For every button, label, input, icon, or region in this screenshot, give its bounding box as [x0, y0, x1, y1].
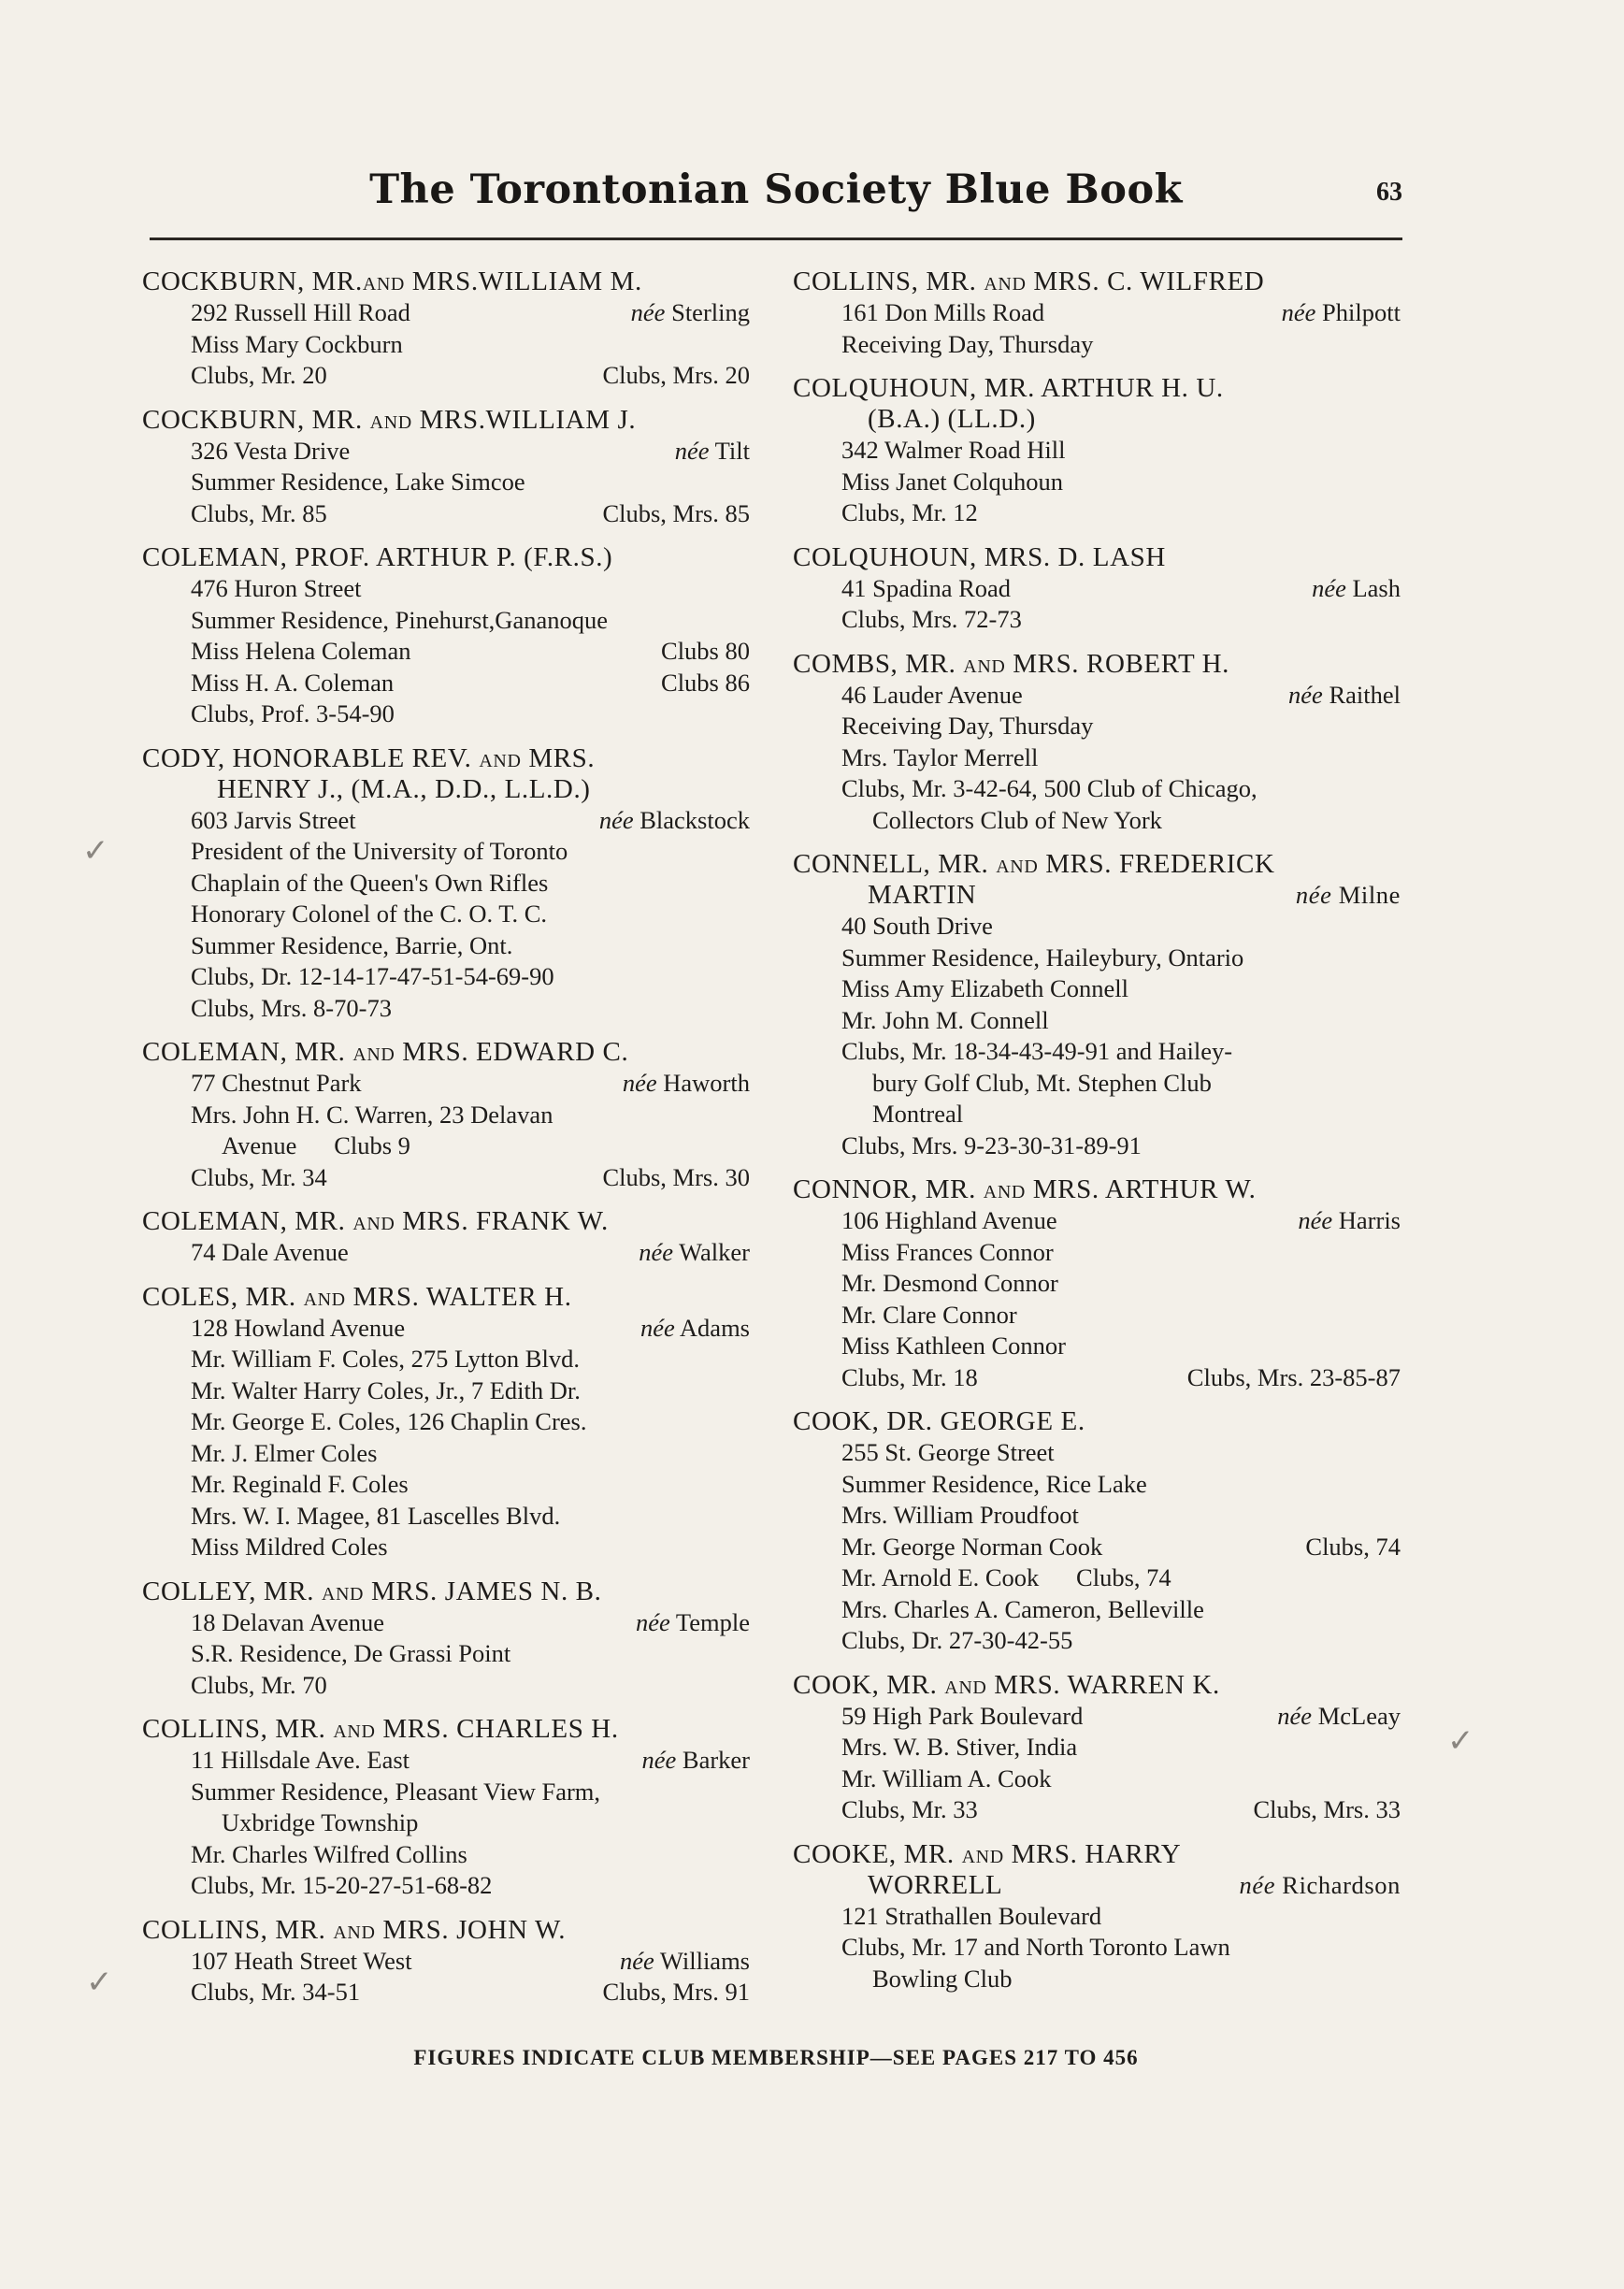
entry-line-right: Clubs, Mrs. 30: [602, 1162, 750, 1191]
nee-label: née: [598, 805, 634, 834]
nee-label: née: [640, 1313, 675, 1342]
entry-name-text: WORRELL: [868, 1869, 1003, 1900]
entry-name-line: COLQUHOUN, MRS. D. LASH: [793, 541, 1166, 572]
entry-line: [142, 573, 750, 605]
entry-line-text: Mrs. Taylor Merrell: [841, 742, 1039, 771]
directory-entry: [793, 1174, 1401, 1393]
entry-line-text: bury Golf Club, Mt. Stephen Club: [872, 1068, 1212, 1097]
entry-line-text: 77 Chestnut Park: [191, 1069, 362, 1097]
entry-line: [142, 836, 750, 868]
entry-line-text: Receiving Day, Thursday: [841, 329, 1094, 358]
entry-line: [793, 711, 1401, 742]
entry-name-line: COMBS, MR. and MRS. ROBERT H.: [793, 648, 1229, 679]
entry-line: [142, 1313, 750, 1345]
maiden-name-value: McLeay: [1317, 1701, 1401, 1730]
entry-line: [142, 1977, 750, 2008]
directory-entry: [142, 1576, 750, 1702]
entry-name-line: COLLINS, MR. and MRS. C. WILFRED: [793, 266, 1265, 296]
directory-entry: [142, 1714, 750, 1902]
maiden-name: [640, 1313, 750, 1345]
entry-line: [142, 1777, 750, 1808]
maiden-name: [639, 1237, 750, 1269]
entry-line: [142, 329, 750, 361]
entry-line: [142, 1607, 750, 1639]
nee-label: née: [619, 1946, 654, 1975]
header-rule: [150, 238, 1402, 240]
entry-line: [142, 1638, 750, 1670]
entry-name-line: COLEMAN, MR. and MRS. FRANK W.: [142, 1206, 609, 1236]
entry-line: [793, 1205, 1401, 1237]
entry-line-text: Honorary Colonel of the C. O. T. C.: [191, 900, 548, 928]
entry-line-text: 326 Vesta Drive: [191, 436, 351, 465]
maiden-name-value: Harris: [1338, 1206, 1401, 1234]
entry-name-line: CODY, HONORABLE REV. and MRS.: [142, 742, 596, 773]
maiden-name-value: Lash: [1352, 573, 1401, 602]
page-number: 63: [1376, 178, 1402, 207]
directory-entry: [793, 373, 1401, 529]
entry-line-text: Montreal: [872, 1100, 964, 1128]
maiden-name: [641, 1745, 750, 1777]
entry-line-text: Miss Janet Colquhoun: [841, 467, 1064, 496]
entry-line-right: Clubs, Mrs. 91: [602, 1978, 750, 2006]
entry-line: [793, 1469, 1401, 1501]
directory-entry: [142, 405, 750, 530]
entry-line-text: 40 South Drive: [841, 912, 993, 940]
maiden-name-value: Adams: [679, 1313, 750, 1342]
entry-line-text: 106 Highland Avenue: [841, 1206, 1057, 1234]
entry-line: [793, 1500, 1401, 1532]
entry-line-text: President of the University of Toronto: [191, 837, 568, 865]
entry-line-text: 59 High Park Boulevard: [841, 1701, 1084, 1730]
maiden-name: [620, 1946, 750, 1978]
entry-line: [142, 1532, 750, 1563]
directory-entry: [793, 849, 1401, 1161]
nee-label: née: [1298, 1206, 1333, 1234]
entry-line-text: Miss Frances Connor: [841, 1237, 1054, 1266]
entry-name: [793, 849, 1401, 911]
entry-line: [142, 899, 750, 930]
entry-line-text: Clubs, Mr. 34-51: [191, 1978, 361, 2006]
entry-line: [142, 1237, 750, 1269]
entry-line-text: Mr. J. Elmer Coles: [191, 1438, 378, 1467]
entry-line: [793, 1268, 1401, 1300]
maiden-name-value: Tilt: [714, 436, 750, 465]
entry-line-right: Clubs, 74: [1305, 1532, 1401, 1561]
entry-line: [142, 1344, 750, 1375]
entry-line: [142, 498, 750, 530]
entry-name: [142, 743, 750, 805]
maiden-name: [675, 436, 750, 468]
entry-line: [793, 1764, 1401, 1795]
entry-line: [142, 1501, 750, 1533]
entry-name-line: COLEMAN, PROF. ARTHUR P. (F.R.S.): [142, 542, 613, 572]
maiden-name-value: Temple: [675, 1607, 750, 1636]
entry-line-right: Clubs 86: [661, 668, 750, 697]
entry-name-line: CONNOR, MR. and MRS. ARTHUR W.: [793, 1174, 1257, 1204]
entry-line: [793, 1099, 1401, 1130]
entry-line: [793, 435, 1401, 467]
entry-name-continuation: [793, 1870, 1401, 1901]
entry-line: [793, 680, 1401, 712]
entry-line-text: Mrs. John H. C. Warren, 23 Delavan: [191, 1100, 553, 1129]
nee-label: née: [1312, 573, 1346, 602]
entry-line: [142, 1745, 750, 1777]
entry-name-line: COCKBURN, MR. and MRS.WILLIAM J.: [142, 404, 637, 435]
maiden-name-value: Richardson: [1282, 1870, 1401, 1899]
directory-entry: [142, 266, 750, 392]
entry-line: [793, 1237, 1401, 1269]
entry-line: [793, 1701, 1401, 1733]
entry-line: [793, 1625, 1401, 1657]
maiden-name: [1239, 1870, 1401, 1901]
maiden-name: [623, 1068, 750, 1100]
right-column: [793, 266, 1401, 2008]
entry-line: [793, 1362, 1401, 1394]
entry-name: [793, 373, 1401, 435]
entry-line: [142, 961, 750, 993]
entry-line-text: Mr. Clare Connor: [841, 1300, 1017, 1329]
entry-name-line: COOK, DR. GEORGE E.: [793, 1406, 1085, 1436]
entry-line: [793, 1964, 1401, 1995]
entry-line: [793, 297, 1401, 329]
entry-line-text: Mr. William F. Coles, 275 Lytton Blvd.: [191, 1345, 580, 1373]
running-header: [150, 166, 1402, 223]
entry-line: [142, 1807, 750, 1839]
entry-line: [793, 1331, 1401, 1362]
entry-name: [142, 1037, 750, 1068]
entry-line: [793, 1794, 1401, 1826]
entry-name: [793, 1174, 1401, 1205]
maiden-name: [1282, 297, 1401, 329]
entry-name-line: COCKBURN, MR.and MRS.WILLIAM M.: [142, 266, 642, 296]
entry-line-text: Clubs, Mr. 20: [191, 361, 327, 389]
entry-line: [793, 1036, 1401, 1068]
entry-line: [793, 973, 1401, 1005]
entry-line-text: 74 Dale Avenue: [191, 1238, 349, 1266]
entry-line: [142, 805, 750, 837]
entry-name-line: CONNELL, MR. and MRS. FREDERICK: [793, 849, 1275, 879]
entry-name: [793, 1839, 1401, 1901]
entry-line-text: Clubs, Mr. 17 and North Toronto Lawn: [841, 1933, 1230, 1961]
entry-line-text: Summer Residence, Lake Simcoe: [191, 468, 525, 496]
entry-line-text: Clubs, Mr. 33: [841, 1795, 978, 1823]
directory-entry: [142, 743, 750, 1025]
nee-label: née: [641, 1746, 677, 1774]
entry-line-text: Chaplain of the Queen's Own Rifles: [191, 868, 549, 897]
entry-name: [793, 1670, 1401, 1701]
entry-line-text: 342 Walmer Road Hill: [841, 436, 1066, 464]
entry-line: [142, 1670, 750, 1702]
entry-name-line: COOK, MR. and MRS. WARREN K.: [793, 1669, 1220, 1700]
nee-label: née: [1239, 1870, 1276, 1899]
entry-line: [142, 1946, 750, 1978]
entry-line: [142, 297, 750, 329]
directory-entry: [793, 1670, 1401, 1826]
nee-label: née: [630, 298, 666, 326]
entry-name: [142, 1282, 750, 1313]
entry-line-text: Mrs. Charles A. Cameron, Belleville: [841, 1594, 1204, 1623]
entry-line: [793, 1732, 1401, 1764]
entry-line-text: 476 Huron Street: [191, 574, 362, 602]
maiden-name: [1277, 1701, 1401, 1733]
entry-line: [793, 1130, 1401, 1162]
entry-line-text: Clubs, Mrs. 72-73: [841, 605, 1022, 633]
entry-name: [142, 266, 750, 297]
entry-line-text: Summer Residence, Haileybury, Ontario: [841, 943, 1244, 972]
maiden-name: [599, 805, 750, 837]
maiden-name-value: Philpott: [1322, 298, 1401, 326]
entry-line: [142, 605, 750, 637]
entry-line: [793, 773, 1401, 805]
nee-label: née: [674, 436, 710, 465]
entry-line: [793, 1932, 1401, 1964]
entry-name: [142, 405, 750, 436]
entry-line-text: 11 Hillsdale Ave. East: [191, 1746, 410, 1774]
entry-line: [142, 1162, 750, 1194]
entry-line: [142, 1100, 750, 1131]
entry-line-text: Miss Mildred Coles: [191, 1533, 388, 1561]
entry-line: [793, 1532, 1401, 1563]
entry-line-right: Clubs, Mrs. 23-85-87: [1186, 1362, 1401, 1391]
entry-line-text: Bowling Club: [872, 1964, 1013, 1993]
directory-entry: [142, 1915, 750, 2008]
entry-line-text: Clubs, Dr. 27-30-42-55: [841, 1626, 1073, 1654]
maiden-name: [636, 1607, 750, 1639]
nee-label: née: [1277, 1701, 1313, 1730]
entry-line: [793, 329, 1401, 361]
entry-name: [142, 1576, 750, 1607]
entry-line-text: 121 Strathallen Boulevard: [841, 1901, 1102, 1930]
entry-line: [142, 1469, 750, 1501]
entry-line-text: Clubs, Mr. 85: [191, 498, 327, 527]
entry-line-text: Mr. Arnold E. Cook Clubs, 74: [841, 1563, 1171, 1591]
directory-entry: [793, 649, 1401, 837]
entry-line-text: Mr. Charles Wilfred Collins: [191, 1839, 467, 1868]
nee-label: née: [1295, 881, 1332, 909]
entry-line-right: Clubs 80: [661, 637, 750, 665]
entry-line: [142, 436, 750, 468]
maiden-name-value: Haworth: [663, 1069, 750, 1097]
left-column: [142, 266, 750, 2022]
entry-line-text: Summer Residence, Rice Lake: [841, 1469, 1147, 1498]
entry-line: [142, 636, 750, 668]
entry-line: [793, 1594, 1401, 1626]
entry-name-line: COLQUHOUN, MR. ARTHUR H. U.: [793, 373, 1224, 403]
entry-line-text: Mr. Reginald F. Coles: [191, 1470, 409, 1498]
entry-line-text: Miss Amy Elizabeth Connell: [841, 974, 1128, 1002]
entry-line-text: Mrs. William Proudfoot: [841, 1501, 1079, 1529]
entry-line: [793, 573, 1401, 605]
maiden-name: [631, 297, 750, 329]
entry-line-text: Mr. William A. Cook: [841, 1764, 1052, 1792]
directory-entry: [142, 1037, 750, 1193]
entry-line: [793, 1437, 1401, 1469]
check-mark-icon: ✓: [82, 832, 109, 870]
entry-line: [793, 497, 1401, 529]
entry-line-text: Collectors Club of New York: [872, 805, 1162, 834]
entry-line-text: 107 Heath Street West: [191, 1946, 412, 1975]
entry-name: [793, 649, 1401, 680]
maiden-name-value: Barker: [682, 1746, 750, 1774]
maiden-name-value: Milne: [1338, 881, 1401, 909]
maiden-name: [1298, 1205, 1401, 1237]
entry-line-text: Miss Mary Cockburn: [191, 329, 403, 358]
footer-note: FIGURES INDICATE CLUB MEMBERSHIP—SEE PAGES 217 TO 456: [413, 2046, 1139, 2069]
entry-name-continuation: [793, 880, 1401, 911]
entry-name-line: COLES, MR. and MRS. WALTER H.: [142, 1281, 572, 1312]
entry-line-text: Mr. George E. Coles, 126 Chaplin Cres.: [191, 1407, 587, 1435]
entry-name: [142, 1206, 750, 1237]
entry-line-right: Clubs, Mrs. 85: [602, 498, 750, 527]
entry-line: [793, 742, 1401, 774]
entry-name-text: MARTIN: [868, 880, 977, 910]
entry-name: [793, 266, 1401, 297]
directory-entry: [793, 266, 1401, 360]
directory-entry: [142, 1206, 750, 1269]
entry-line: [142, 1130, 750, 1162]
nee-label: née: [639, 1238, 673, 1266]
entry-name-continuation: (B.A.) (LL.D.): [868, 404, 1036, 434]
entry-line-text: Mrs. W. B. Stiver, India: [841, 1733, 1078, 1761]
entry-line: [793, 1068, 1401, 1100]
entry-line-text: 128 Howland Avenue: [191, 1313, 406, 1342]
entry-line-text: Clubs, Mr. 12: [841, 498, 978, 526]
entry-line-text: Mr. Walter Harry Coles, Jr., 7 Edith Dr.: [191, 1375, 581, 1404]
entry-line-text: Clubs, Mr. 70: [191, 1670, 327, 1699]
maiden-name-value: Raithel: [1329, 680, 1401, 709]
entry-line: [142, 1068, 750, 1100]
book-title: The Torontonian Society Blue Book: [369, 166, 1183, 213]
entry-line-text: Clubs, Mr. 3-42-64, 500 Club of Chicago,: [841, 774, 1258, 802]
entry-line: [142, 993, 750, 1025]
entry-line-text: Miss Kathleen Connor: [841, 1332, 1066, 1360]
entry-name: [142, 1915, 750, 1946]
entry-line-text: Clubs, Mr. 15-20-27-51-68-82: [191, 1871, 493, 1899]
nee-label: née: [1281, 298, 1316, 326]
entry-line-text: 46 Lauder Avenue: [841, 680, 1023, 709]
maiden-name: [1296, 880, 1401, 911]
entry-line-right: Clubs, Mrs. 33: [1253, 1795, 1401, 1823]
entry-line-text: Clubs, Mr. 18-34-43-49-91 and Hailey-: [841, 1037, 1233, 1065]
maiden-name-value: Sterling: [671, 298, 750, 326]
entry-line-text: Receiving Day, Thursday: [841, 712, 1094, 740]
nee-label: née: [1288, 680, 1323, 709]
entry-line-text: Summer Residence, Barrie, Ont.: [191, 930, 513, 959]
entry-line-text: Clubs, Mr. 34: [191, 1162, 327, 1191]
entry-name-line: COLEMAN, MR. and MRS. EDWARD C.: [142, 1037, 629, 1067]
directory-entry: [142, 542, 750, 730]
entry-name-continuation: HENRY J., (M.A., D.D., L.L.D.): [217, 773, 591, 804]
entry-line-text: 161 Don Mills Road: [841, 298, 1045, 326]
entry-line-text: Miss H. A. Coleman: [191, 668, 395, 697]
check-mark-icon: ✓: [86, 1964, 113, 2001]
entry-line-text: Clubs, Mrs. 9-23-30-31-89-91: [841, 1130, 1142, 1159]
directory-entry: [793, 542, 1401, 636]
directory-entry: [793, 1839, 1401, 1995]
entry-line: [142, 868, 750, 900]
entry-line-text: Clubs, Dr. 12-14-17-47-51-54-69-90: [191, 962, 554, 990]
directory-entry: [793, 1406, 1401, 1657]
entry-name: [793, 1406, 1401, 1437]
entry-line: [142, 1406, 750, 1438]
entry-line: [793, 604, 1401, 636]
entry-line: [793, 1562, 1401, 1594]
entry-line: [142, 930, 750, 962]
nee-label: née: [622, 1069, 657, 1097]
entry-line: [793, 805, 1401, 837]
entry-name: [793, 542, 1401, 573]
entry-line-text: Mr. John M. Connell: [841, 1005, 1049, 1034]
entry-line: [793, 1005, 1401, 1037]
entry-line-text: Mr. George Norman Cook: [841, 1532, 1103, 1561]
entry-line: [793, 943, 1401, 974]
entry-line: [142, 668, 750, 699]
entry-line-text: Clubs, Mrs. 8-70-73: [191, 993, 392, 1022]
entry-line: [142, 698, 750, 730]
maiden-name-value: Walker: [679, 1238, 750, 1266]
entry-line-text: S.R. Residence, De Grassi Point: [191, 1639, 511, 1667]
entry-line-text: Uxbridge Township: [222, 1808, 419, 1836]
entry-line-text: Clubs, Prof. 3-54-90: [191, 699, 395, 727]
maiden-name: [1312, 573, 1401, 605]
entry-line: [142, 1438, 750, 1470]
entry-line: [142, 1375, 750, 1407]
check-mark-icon: ✓: [1447, 1722, 1474, 1760]
entry-line: [142, 467, 750, 498]
directory-entry: [142, 1282, 750, 1563]
entry-line-text: Clubs, Mr. 18: [841, 1362, 978, 1391]
entry-line-text: Miss Helena Coleman: [191, 637, 411, 665]
maiden-name: [1288, 680, 1401, 712]
entry-line: [793, 1901, 1401, 1933]
entry-name: [142, 542, 750, 573]
entry-line-text: Summer Residence, Pinehurst,Gananoque: [191, 605, 608, 634]
entry-name-line: COOKE, MR. and MRS. HARRY: [793, 1838, 1182, 1869]
maiden-name-value: Williams: [659, 1946, 750, 1975]
entry-line-text: 603 Jarvis Street: [191, 805, 356, 834]
entry-line-text: 41 Spadina Road: [841, 573, 1012, 602]
entry-name-line: COLLINS, MR. and MRS. CHARLES H.: [142, 1714, 619, 1744]
entry-line: [793, 467, 1401, 498]
entry-line: [793, 911, 1401, 943]
entry-line: [793, 1300, 1401, 1332]
entry-line-text: Mrs. W. I. Magee, 81 Lascelles Blvd.: [191, 1501, 561, 1530]
entry-line-text: 18 Delavan Avenue: [191, 1607, 385, 1636]
entry-line: [142, 1839, 750, 1871]
entry-name: [142, 1714, 750, 1745]
entry-line: [142, 1870, 750, 1902]
entry-name-line: COLLINS, MR. and MRS. JOHN W.: [142, 1914, 567, 1945]
entry-line-text: Avenue Clubs 9: [222, 1131, 410, 1159]
entry-line-right: Clubs, Mrs. 20: [602, 361, 750, 389]
entry-line-text: 255 St. George Street: [841, 1438, 1055, 1466]
entry-name-line: COLLEY, MR. and MRS. JAMES N. B.: [142, 1576, 602, 1606]
entry-line-text: Mr. Desmond Connor: [841, 1269, 1058, 1297]
entry-line-text: Summer Residence, Pleasant View Farm,: [191, 1777, 601, 1806]
entry-line-text: 292 Russell Hill Road: [191, 298, 410, 326]
maiden-name-value: Blackstock: [640, 805, 750, 834]
nee-label: née: [635, 1607, 670, 1636]
entry-line: [142, 360, 750, 392]
